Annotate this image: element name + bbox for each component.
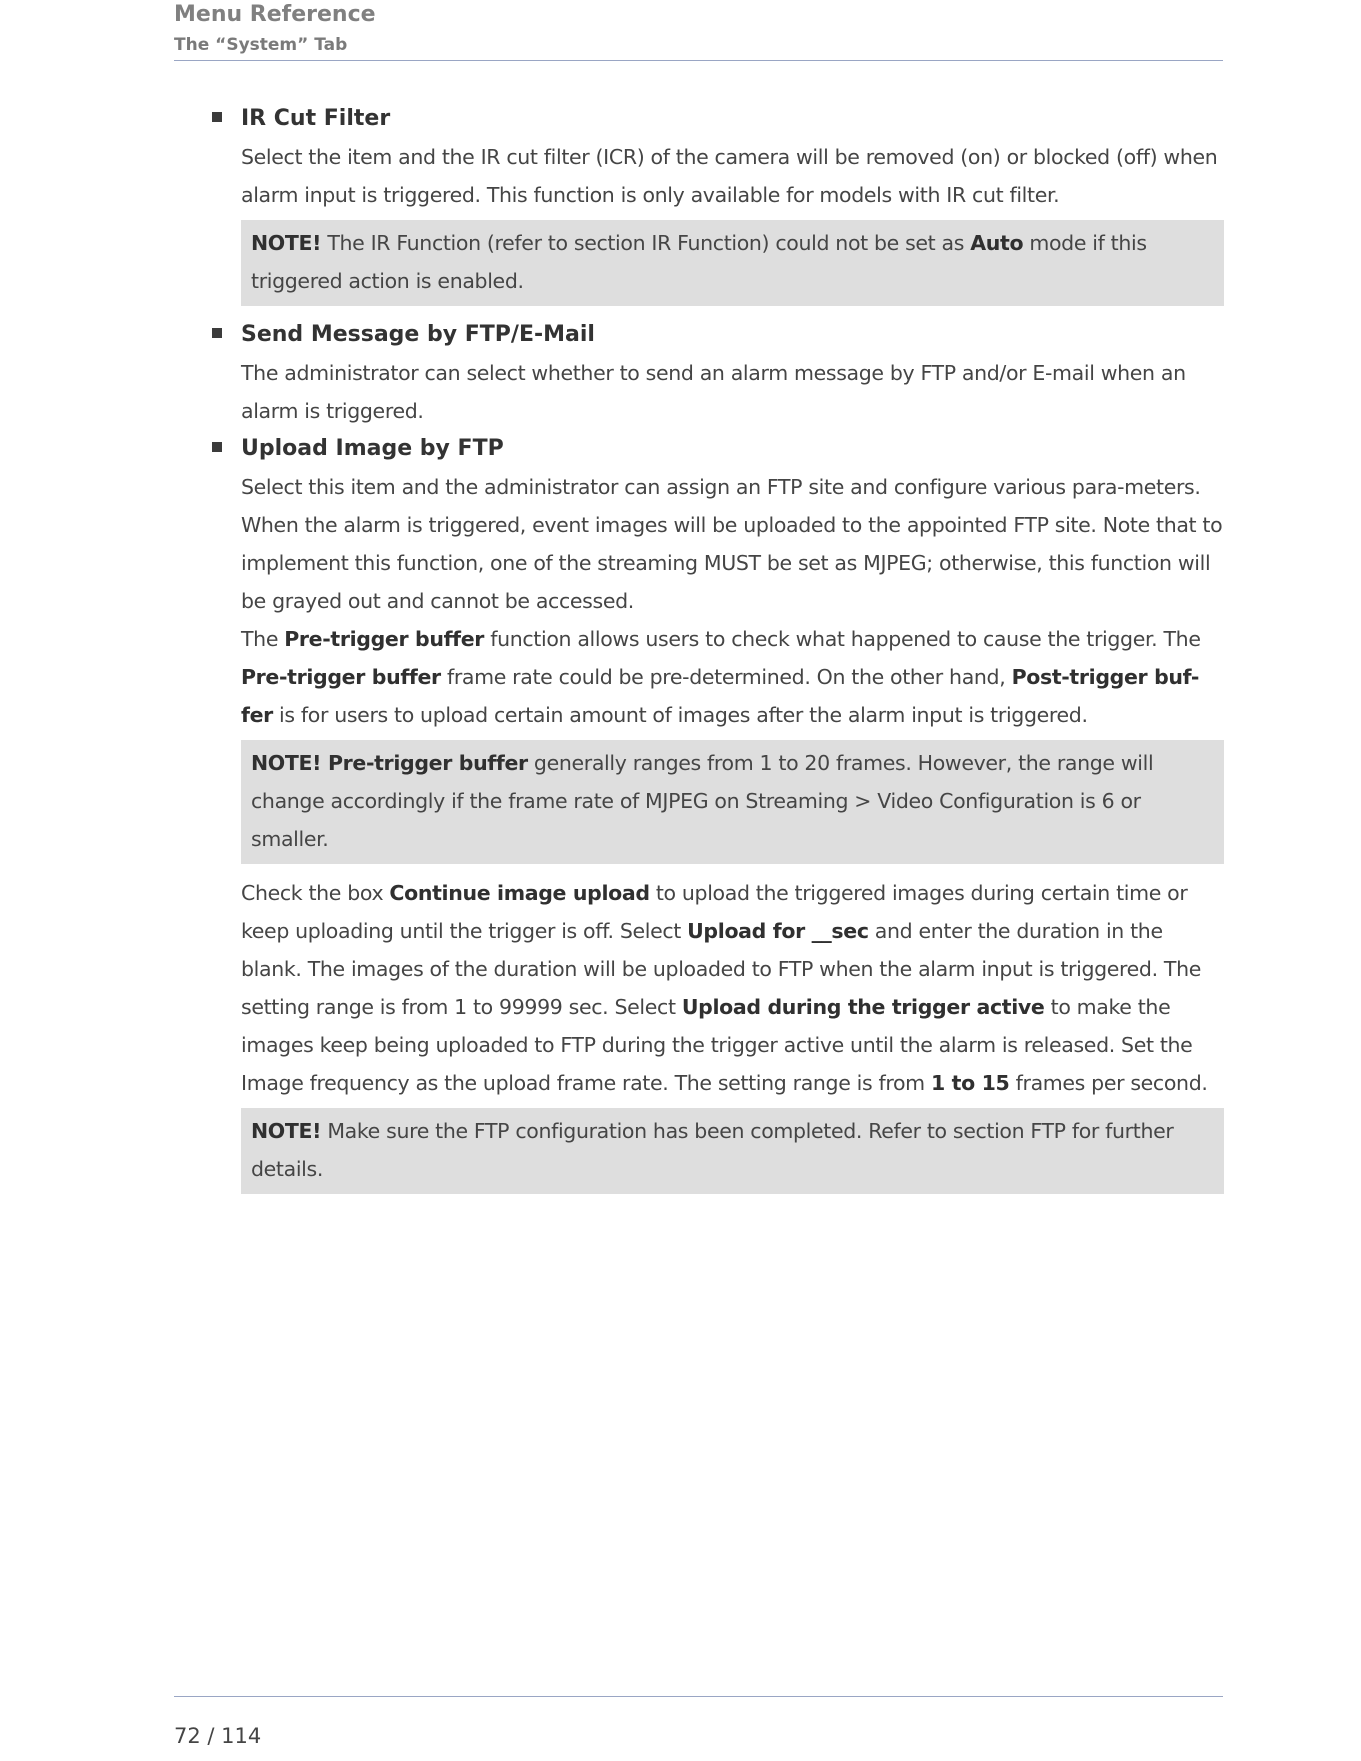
- text-run: frame rate could be pre-determined. On the other hand,: [440, 665, 1012, 689]
- section-body: Select the item and the IR cut filter (ICR) of the camera will be removed (on) or blocked (off) when alarm input is triggered. This function is only available for models with IR cut filter.: [241, 145, 1218, 207]
- bold-term: 1 to 15: [930, 1071, 1010, 1095]
- bold-term: Continue image upload: [389, 881, 650, 905]
- section-upload-image: [174, 430, 1224, 1194]
- bold-term: Pre-trigger buffer: [284, 627, 485, 651]
- text-run: The: [241, 627, 285, 651]
- square-bullet-icon: [212, 442, 222, 452]
- footer-divider: [174, 1696, 1223, 1697]
- text-run: to upload the triggered images during certain time or keep uploading until the trigger is off. Select: [241, 881, 1188, 943]
- note-bold: Auto: [970, 231, 1024, 255]
- square-bullet-icon: [212, 112, 222, 122]
- section-title: IR Cut Filter: [241, 106, 391, 131]
- bold-term: Upload during the trigger active: [681, 995, 1045, 1019]
- section-body: The administrator can select whether to send an alarm message by FTP and/or E-mail when an alarm is triggered.: [241, 361, 1186, 423]
- page-header: [174, 0, 1223, 56]
- page-number: 72 / 114: [174, 1724, 262, 1748]
- section-send-message: [174, 316, 1224, 430]
- bold-term: Post-trigger buf-fer: [241, 665, 1200, 727]
- bold-term: Upload for __sec: [687, 919, 869, 943]
- section-body: Select this item and the administrator can assign an FTP site and configure various para-meters. When the alarm is triggered, event images will be uploaded to the appointed FTP site. Note that to implement this function, one of the streaming MUST be set as MJPEG; otherwise, this function will be grayed out and cannot be accessed.: [241, 475, 1223, 613]
- header-divider: [174, 60, 1223, 61]
- note-text: mode if this triggered action is enabled.: [251, 231, 1147, 293]
- note-label: NOTE!: [251, 1119, 322, 1143]
- note-text: generally ranges from 1 to 20 frames. However, the range will change accordingly if the frame rate of MJPEG on Streaming > Video Configuration is 6 or smaller.: [251, 751, 1154, 851]
- pretrigger-paragraph: [241, 620, 1224, 734]
- page-content: [174, 100, 1224, 1194]
- header-subtitle: The “System” Tab: [174, 35, 348, 55]
- note-text: The IR Function (refer to section IR Function) could not be set as: [321, 231, 971, 255]
- section-heading: [174, 100, 1224, 138]
- note-text: Make sure the FTP configuration has been completed. Refer to section FTP for further details.: [251, 1119, 1174, 1181]
- section-heading: [174, 316, 1224, 354]
- text-run: function allows users to check what happened to cause the trigger. The: [484, 627, 1201, 651]
- continue-upload-paragraph: [241, 874, 1224, 1102]
- note-label: NOTE!: [251, 751, 322, 775]
- note-bold: Pre-trigger buffer: [321, 751, 528, 775]
- text-run: to make the images keep being uploaded to FTP during the trigger active until the alarm is released. Set the Image frequency as the upload frame rate. The setting range is from: [241, 995, 1193, 1095]
- text-run: is for users to upload certain amount of images after the alarm input is triggered.: [272, 703, 1088, 727]
- note-box: [241, 1108, 1224, 1194]
- section-title: Upload Image by FTP: [241, 436, 504, 461]
- text-run: frames per second.: [1009, 1071, 1208, 1095]
- section-ir-cut-filter: [174, 100, 1224, 306]
- note-box: [241, 220, 1224, 306]
- section-title: Send Message by FTP/E-Mail: [241, 322, 595, 347]
- note-box: [241, 740, 1224, 864]
- bold-term: Pre-trigger buffer: [241, 665, 441, 689]
- text-run: and enter the duration in the blank. The images of the duration will be uploaded to FTP when the alarm input is triggered. The setting range is from 1 to 99999 sec. Select: [241, 919, 1201, 1019]
- text-run: Check the box: [241, 881, 390, 905]
- section-heading: [174, 430, 1224, 468]
- header-title: Menu Reference: [174, 2, 376, 27]
- square-bullet-icon: [212, 328, 222, 338]
- note-label: NOTE!: [251, 231, 322, 255]
